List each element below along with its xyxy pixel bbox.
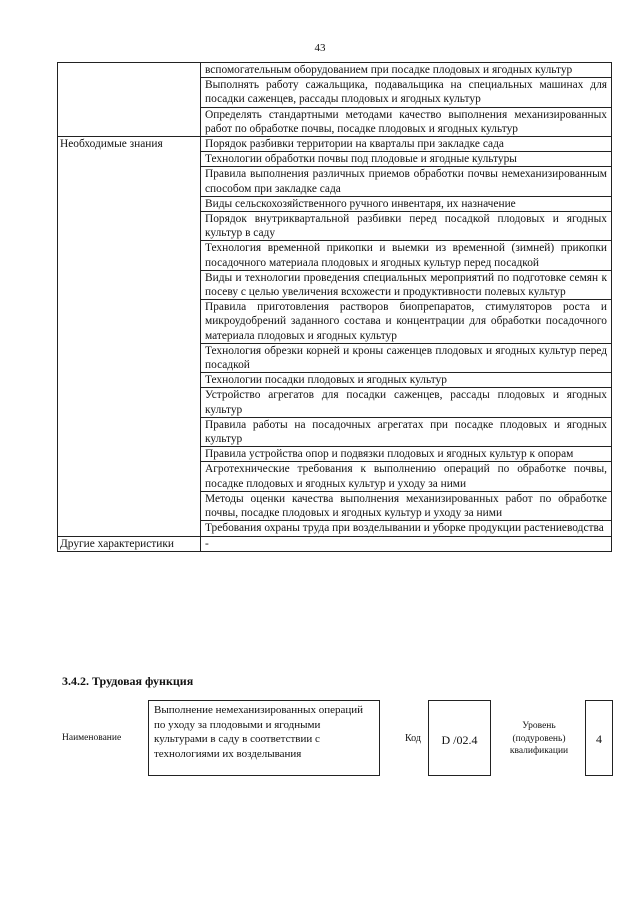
knowledge-cell: Порядок внутриквартальной разбивки перед посадкой плодовых и ягодных культур в саду bbox=[201, 212, 612, 241]
knowledge-cell: Требования охраны труда при возделывании и уборке продукции растениеводства bbox=[201, 521, 612, 536]
knowledge-cell: Правила работы на посадочных агрегатах при посадке плодовых и ягодных культур bbox=[201, 417, 612, 446]
skill-cell: Выполнять работу сажальщика, подавальщика на специальных машинах для посадки саженцев, рассады плодовых и ягодных культур bbox=[201, 78, 612, 107]
skill-cell: вспомогательным оборудованием при посадке плодовых и ягодных культур bbox=[201, 63, 612, 78]
competency-table bbox=[57, 62, 612, 552]
knowledge-cell: Методы оценки качества выполнения механизированных работ по обработке почвы, посадке плодовых и ягодных культур и уходу за ними bbox=[201, 491, 612, 520]
knowledge-cell: Правила выполнения различных приемов обработки почвы немеханизированным способом при закладке сада bbox=[201, 167, 612, 196]
qualification-level-box: 4 bbox=[585, 700, 613, 776]
knowledge-cell: Устройство агрегатов для посадки саженцев, рассады плодовых и ягодных культур bbox=[201, 388, 612, 417]
empty-label-cell bbox=[58, 63, 201, 137]
function-name-box: Выполнение немеханизированных операций по уходу за плодовыми и ягодными культурами в саду в соответствии с технологиями их возделывания bbox=[148, 700, 380, 776]
knowledge-cell: Технология обрезки корней и кроны саженцев плодовых и ягодных культур перед посадкой bbox=[201, 343, 612, 372]
section-title: 3.4.2. Трудовая функция bbox=[62, 674, 194, 688]
code-box: D /02.4 bbox=[428, 700, 491, 776]
knowledge-cell: Порядок разбивки территории на кварталы при закладке сада bbox=[201, 137, 612, 152]
knowledge-cell: Технология временной прикопки и выемки из временной (зимней) прикопки посадочного материала плодовых и ягодных культур перед посадкой bbox=[201, 241, 612, 270]
other-characteristics-label: Другие характеристики bbox=[58, 536, 201, 551]
page-number: 43 bbox=[314, 42, 326, 54]
skill-cell: Определять стандартными методами качество выполнения механизированных работ по обработке почвы, посадке плодовых и ягодных культур bbox=[201, 107, 612, 136]
code-label: Код bbox=[405, 733, 421, 744]
knowledge-cell: Виды сельскохозяйственного ручного инвентаря, их назначение bbox=[201, 196, 612, 211]
knowledge-cell: Правила устройства опор и подвязки плодовых и ягодных культур к опорам bbox=[201, 447, 612, 462]
table-row bbox=[58, 536, 612, 551]
table-row bbox=[58, 137, 612, 152]
knowledge-cell: Технологии обработки почвы под плодовые и ягодные культуры bbox=[201, 152, 612, 167]
knowledge-cell: Агротехнические требования к выполнению операций по обработке почвы, посадке плодовых и ягодных культур и уходу за ними bbox=[201, 462, 612, 491]
knowledge-cell: Технологии посадки плодовых и ягодных культур bbox=[201, 373, 612, 388]
qualification-level-label: Уровень (подуровень) квалификации bbox=[509, 721, 569, 756]
knowledge-cell: Виды и технологии проведения специальных мероприятий по подготовке семян к посеву с целью увеличения всхожести и продуктивности полевых культур bbox=[201, 270, 612, 299]
name-label: Наименование bbox=[62, 733, 122, 743]
other-characteristics-value: - bbox=[201, 536, 612, 551]
knowledge-cell: Правила приготовления растворов биопрепаратов, стимуляторов роста и микроудобрений заданного состава и концентрации для обработки посадочного материала плодовых и ягодных культур bbox=[201, 300, 612, 344]
table-row bbox=[58, 63, 612, 78]
knowledge-label: Необходимые знания bbox=[58, 137, 201, 536]
